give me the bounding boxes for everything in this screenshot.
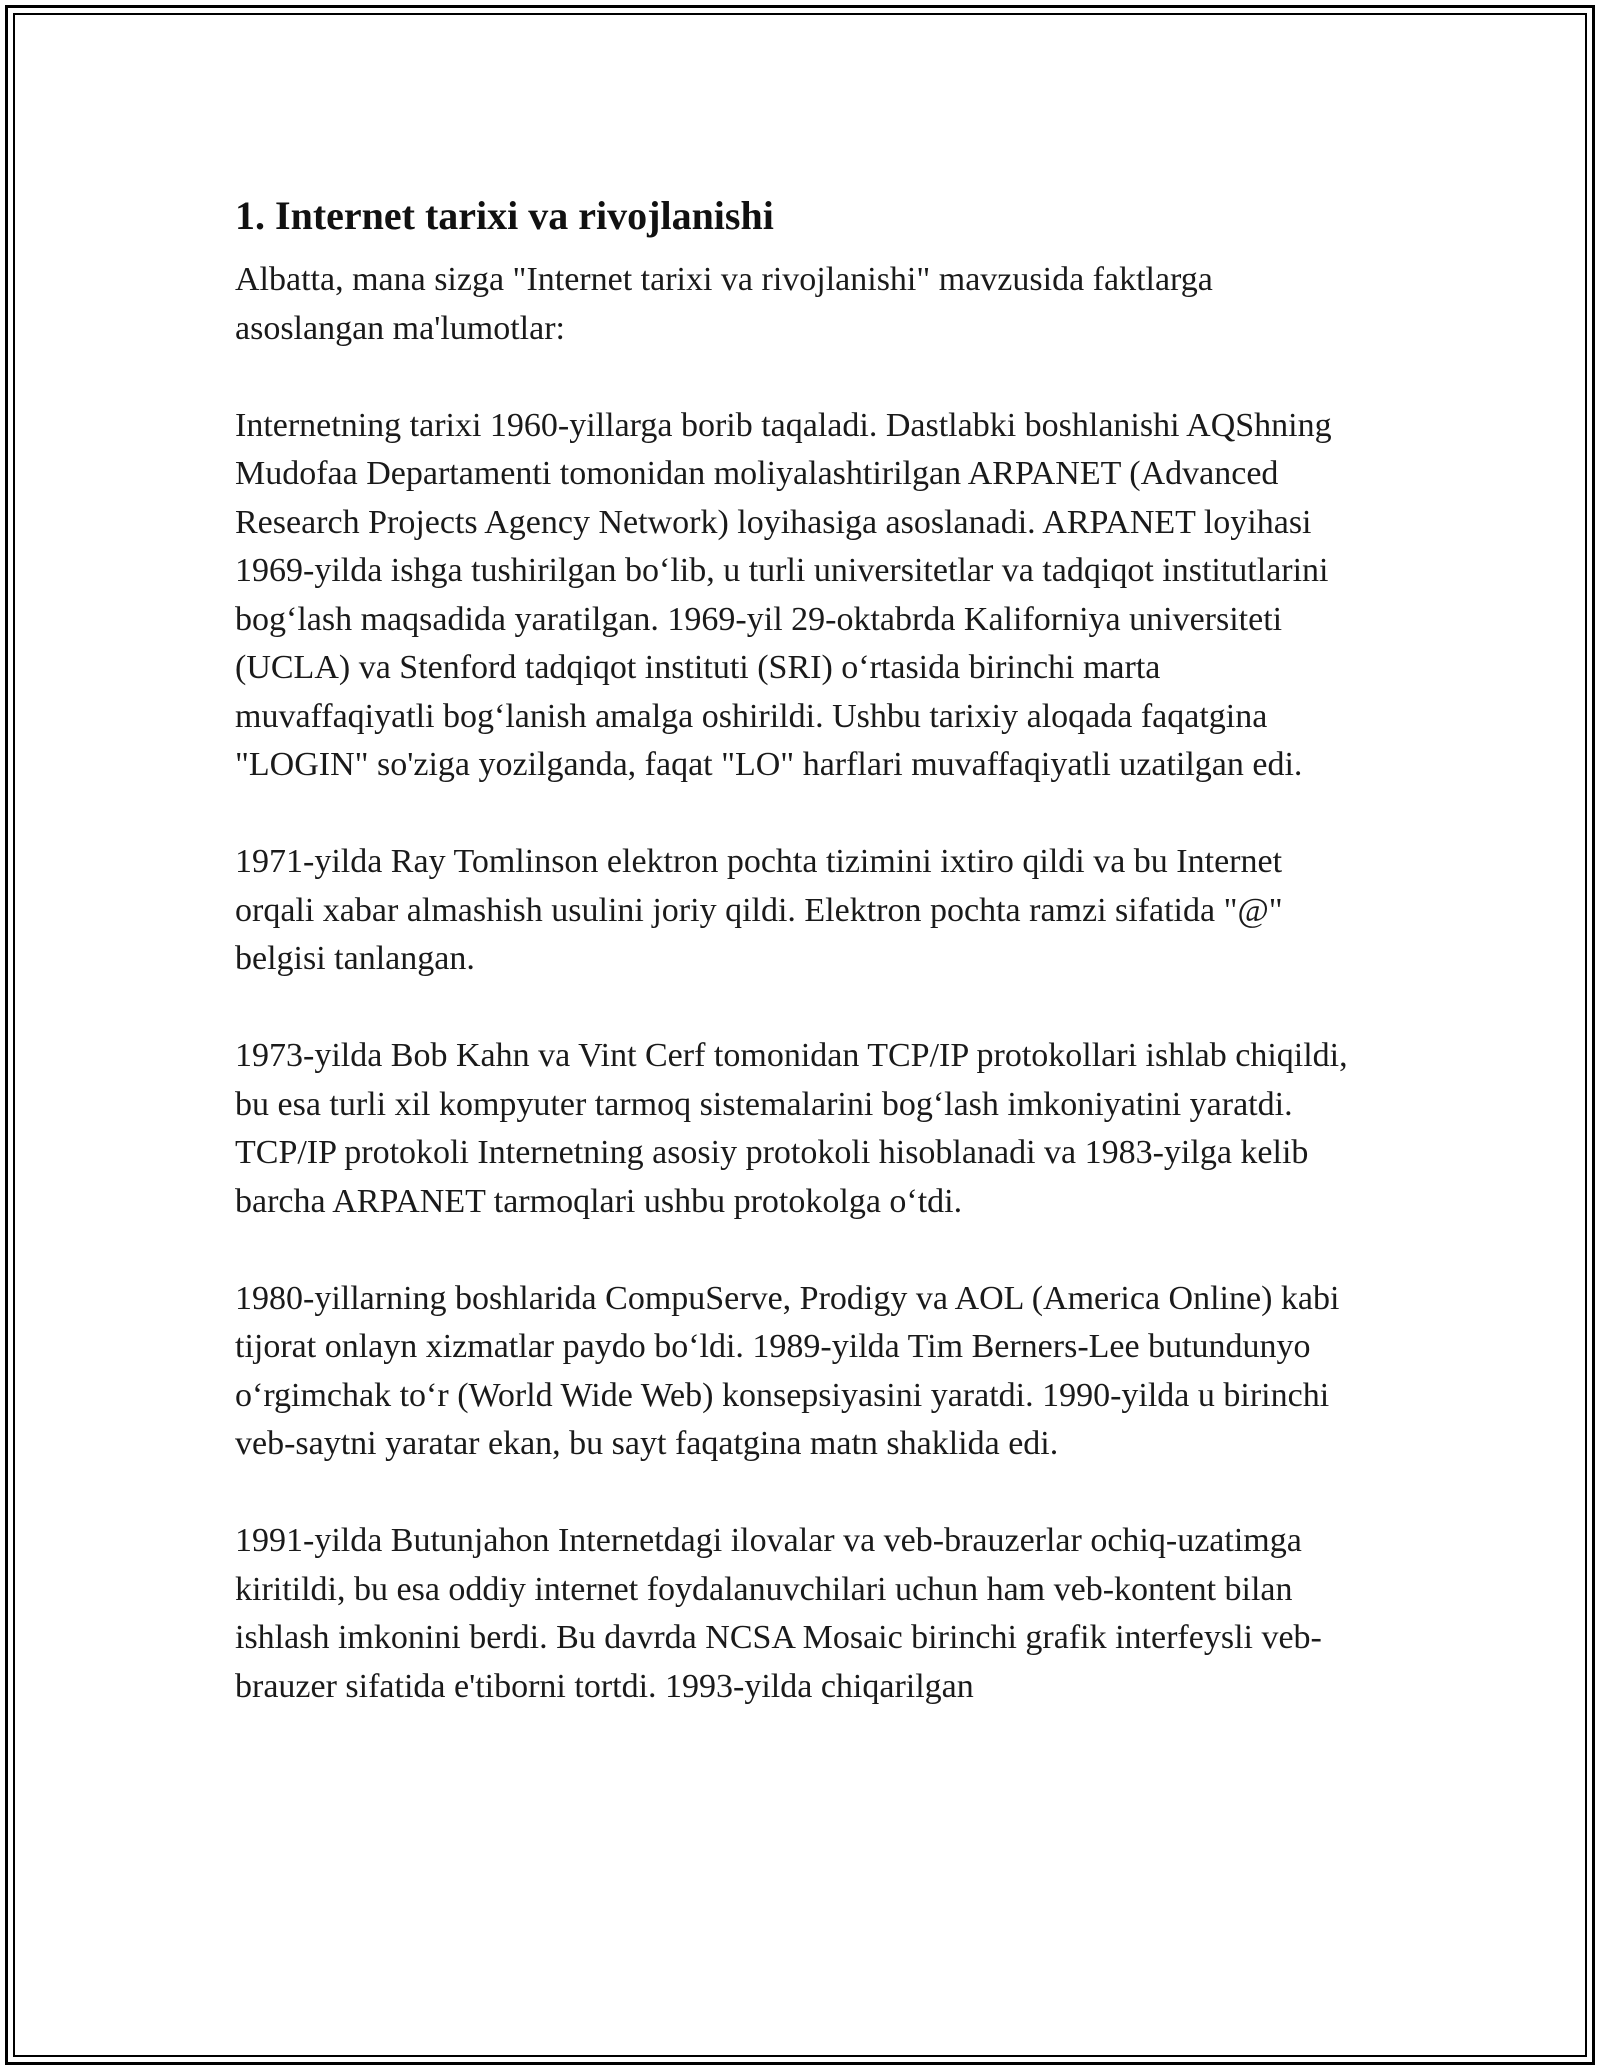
email-paragraph: 1971-yilda Ray Tomlinson elektron pochta tizimini ixtiro qildi va bu Internet orqali xabar almashish usulini joriy qildi. Elektron pochta ramzi sifatida "@" belgisi tanlangan. (235, 843, 1283, 977)
browsers-paragraph: 1991-yilda Butunjahon Internetdagi ilovalar va veb-brauzerlar ochiq-uzatimga kiritildi, bu esa oddiy internet foydalanuvchilari uchun ham veb-kontent bilan ishlash imkonini berdi. Bu davrda NCSA Mosaic birinchi grafik interfeysli veb-brauzer sifatida e'tiborni tortdi. 1993-yilda chiqarilgan (235, 1522, 1322, 1705)
tcpip-paragraph: 1973-yilda Bob Kahn va Vint Cerf tomonidan TCP/IP protokollari ishlab chiqildi, bu esa turli xil kompyuter tarmoq sistemalarini bog‘lash imkoniyatini yaratdi. TCP/IP protokoli Internetning asosiy protokoli hisoblanadi va 1983-yilga kelib barcha ARPANET tarmoqlari ushbu protokolga o‘tdi. (235, 1037, 1348, 1220)
section-heading: 1. Internet tarixi va rivojlanishi (235, 193, 774, 238)
document-body (235, 188, 1365, 1760)
intro-paragraph: Albatta, mana sizga "Internet tarixi va rivojlanishi" mavzusida faktlarga asoslangan ma'lumotlar: (235, 261, 1213, 347)
arpanet-paragraph: Internetning tarixi 1960-yillarga borib taqaladi. Dastlabki boshlanishi AQShning Mudofaa Departamenti tomonidan moliyalashtirilgan ARPANET (Advanced Research Projects Agency Network) loyihasiga asoslanadi. ARPANET loyihasi 1969-yilda ishga tushirilgan bo‘lib, u turli universitetlar va tadqiqot institutlarini bog‘lash maqsadida yaratilgan. 1969-yil 29-oktabrda Kaliforniya universiteti (UCLA) va Stenford tadqiqot instituti (SRI) o‘rtasida birinchi marta muvaffaqiyatli bog‘lanish amalga oshirildi. Ushbu tarixiy aloqada faqatgina "LOGIN" so'ziga yozilganda, faqat "LO" harflari muvaffaqiyatli uzatilgan edi. (235, 406, 1332, 783)
www-paragraph: 1980-yillarning boshlarida CompuServe, Prodigy va AOL (America Online) kabi tijorat onlayn xizmatlar paydo bo‘ldi. 1989-yilda Tim Berners-Lee butundunyo o‘rgimchak to‘r (World Wide Web) konsepsiyasini yaratdi. 1990-yilda u birinchi veb-saytni yaratar ekan, bu sayt faqatgina matn shaklida edi. (235, 1279, 1340, 1462)
